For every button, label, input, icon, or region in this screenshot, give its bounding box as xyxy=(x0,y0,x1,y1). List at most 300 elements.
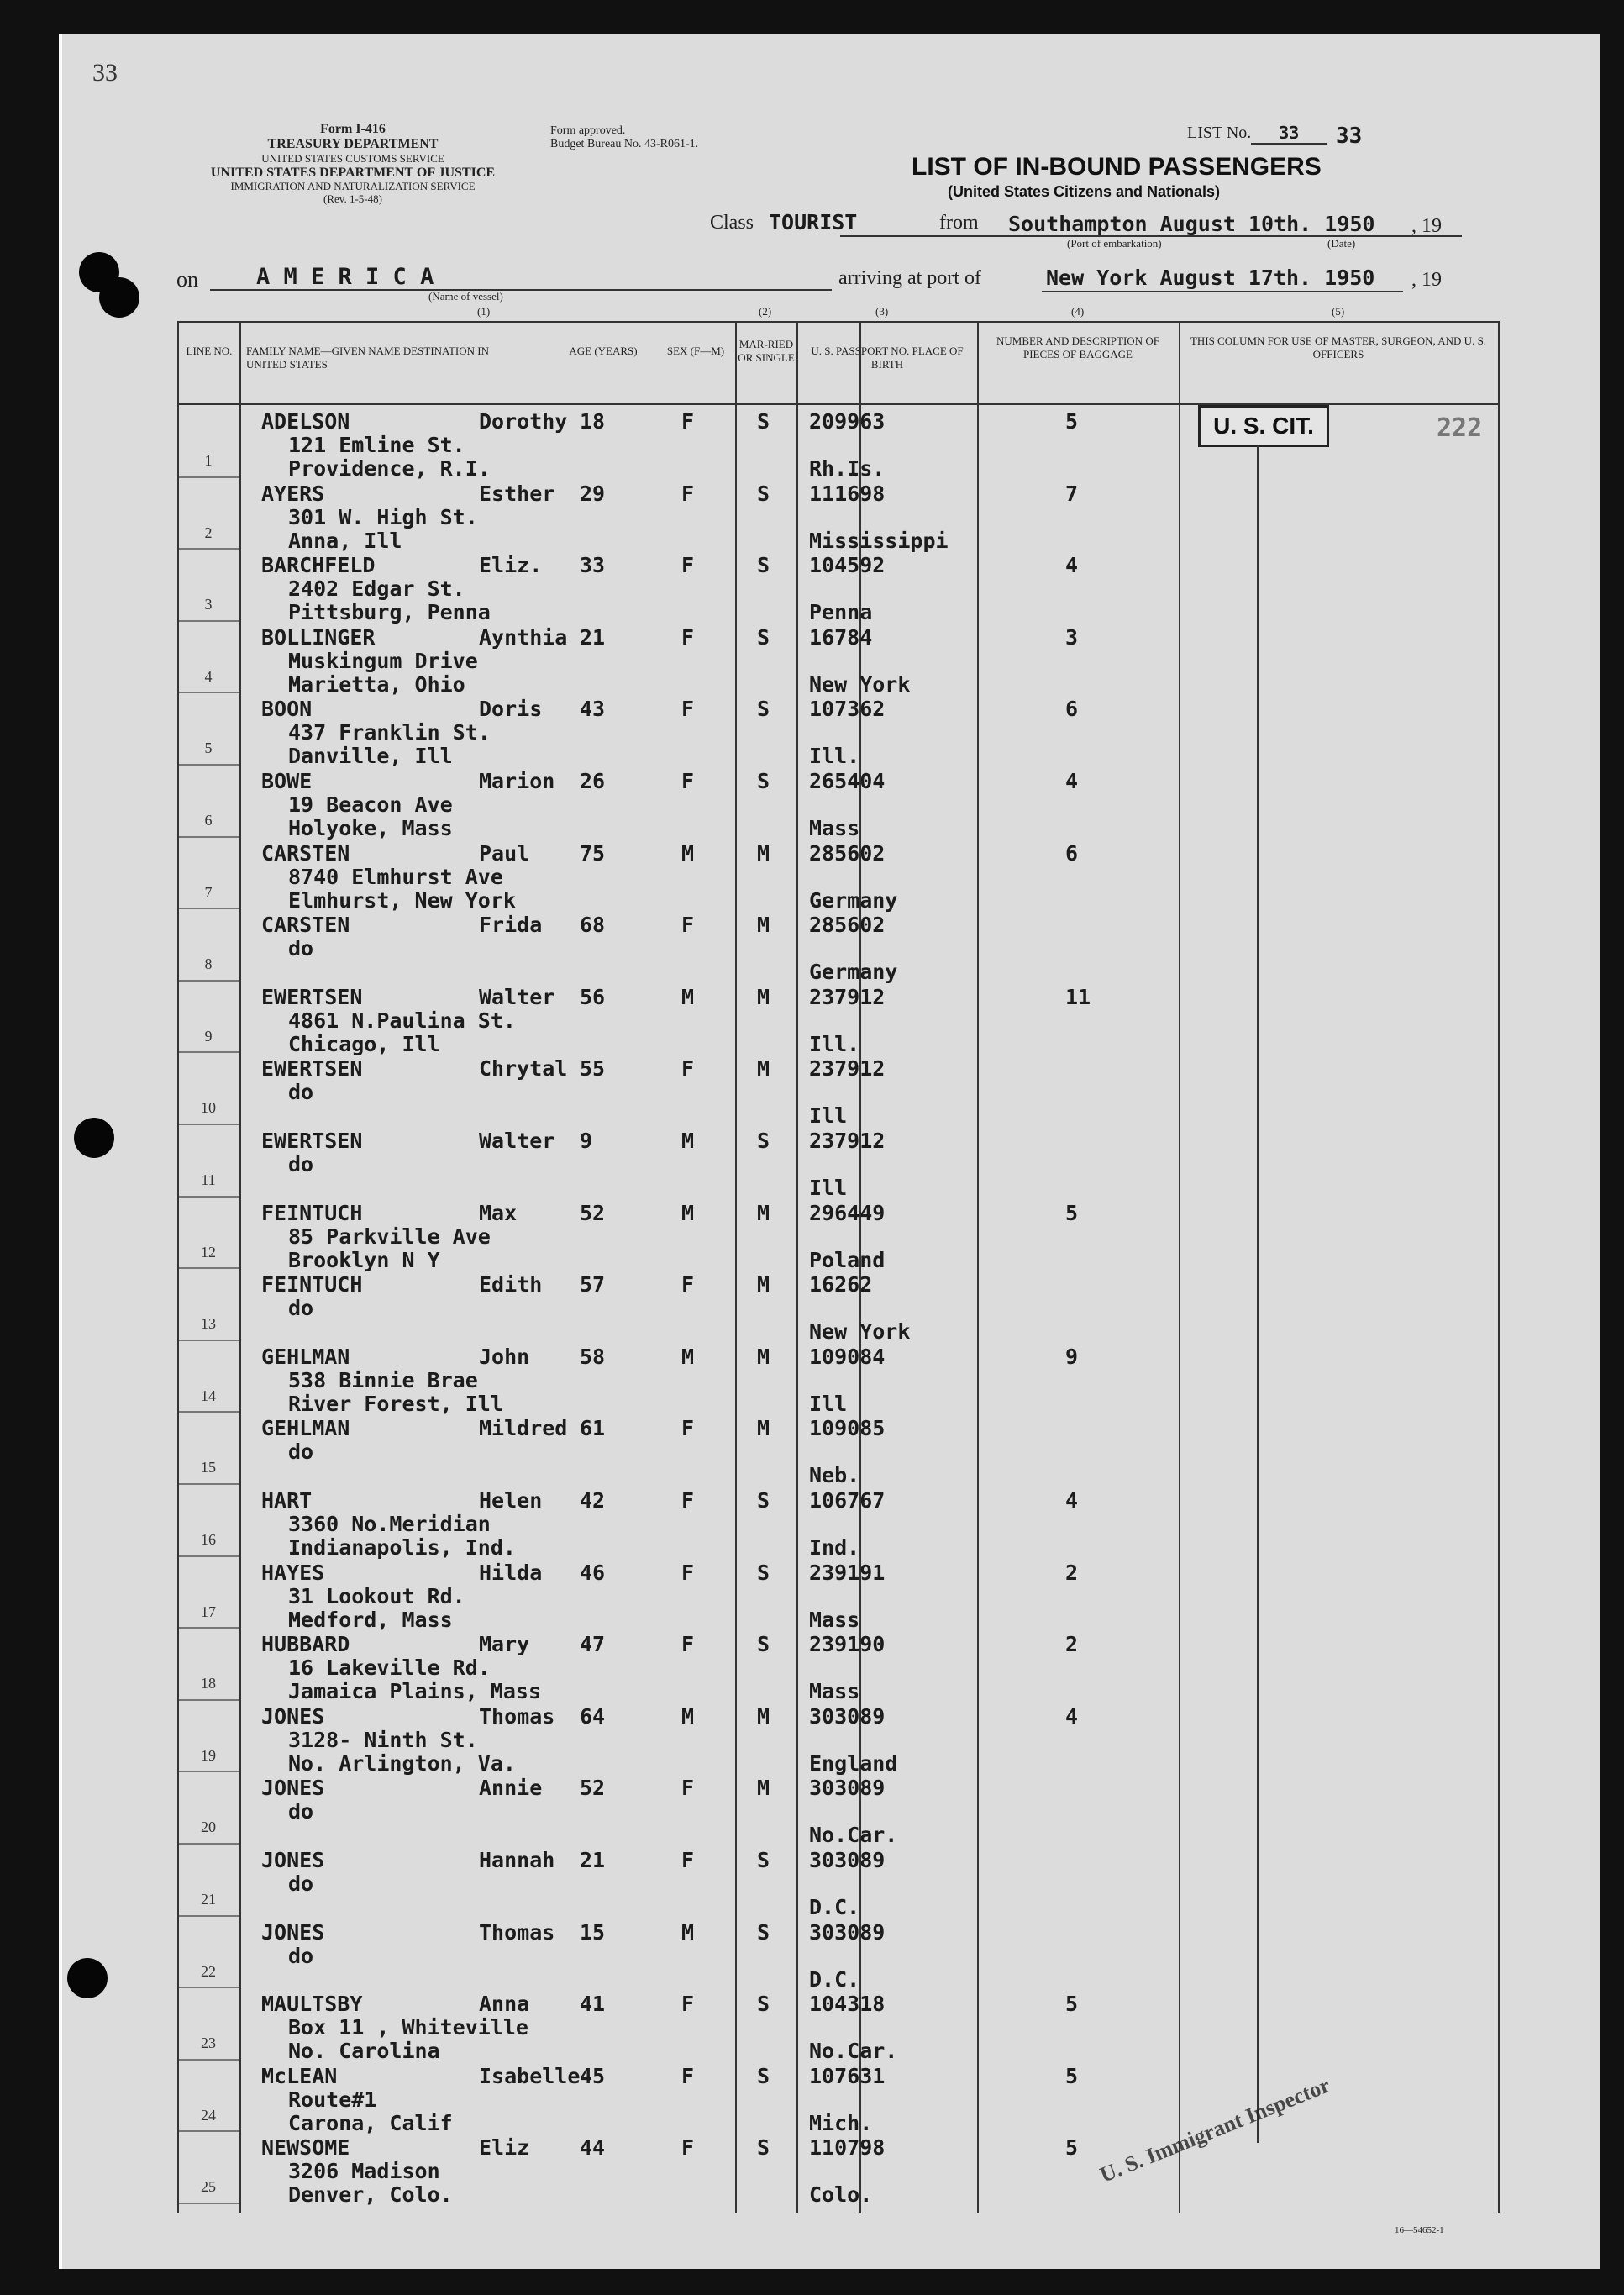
cell-passport: 285602 xyxy=(809,840,886,866)
from-label: from xyxy=(939,212,979,234)
col-header-baggage: NUMBER AND DESCRIPTION OF PIECES OF BAGGAGE xyxy=(996,334,1159,361)
cell-surname: HART xyxy=(261,1488,313,1513)
cell-addr1: 4861 N.Paulina St. xyxy=(288,1008,516,1033)
cell-bags: 4 xyxy=(1065,553,1079,578)
cell-addr1: do xyxy=(288,1799,314,1824)
cell-addr1: do xyxy=(288,1943,314,1968)
col-header-passport: U. S. PASSPORT NO. PLACE OF BIRTH xyxy=(811,345,964,371)
cell-sex: F xyxy=(681,1776,695,1801)
cell-birth: No.Car. xyxy=(809,2039,898,2064)
line-number: 15 xyxy=(201,1459,216,1476)
cell-birth: Penna xyxy=(809,600,873,625)
cell-given: Paul xyxy=(479,840,530,866)
cell-birth: Colo. xyxy=(809,2182,873,2208)
cell-surname: GEHLMAN xyxy=(261,1344,350,1369)
cell-passport: 239190 xyxy=(809,1632,886,1657)
cell-addr1: 538 Binnie Brae xyxy=(288,1367,478,1392)
page-number-mark: 33 xyxy=(92,59,118,87)
cell-ms: S xyxy=(757,2135,770,2161)
cell-age: 47 xyxy=(580,1632,606,1657)
line-number: 16 xyxy=(201,1531,216,1548)
inspector-stamp: U. S. Immigrant Inspector xyxy=(1096,2072,1334,2187)
cell-age: 75 xyxy=(580,840,606,866)
passport-col-number: (3) xyxy=(875,305,889,318)
officers-col-number: (5) xyxy=(1332,305,1345,318)
cell-ms: M xyxy=(757,1344,770,1369)
cell-passport: 107631 xyxy=(809,2063,886,2088)
cell-given: John xyxy=(479,1344,530,1369)
cell-addr1: Muskingum Drive xyxy=(288,648,478,673)
cell-surname: FEINTUCH xyxy=(261,1200,363,1225)
table-row xyxy=(179,1268,1498,1345)
year-suffix-1: , 19 xyxy=(1411,215,1442,237)
cell-age: 29 xyxy=(580,481,606,506)
cell-sex: F xyxy=(681,2135,695,2161)
cell-age: 55 xyxy=(580,1056,606,1082)
table-row xyxy=(179,1700,1498,1776)
cell-ms: M xyxy=(757,1056,770,1082)
table-row xyxy=(179,2131,1498,2208)
agency-block xyxy=(168,122,538,206)
revision: (Rev. 1-5-48) xyxy=(323,192,382,206)
cell-surname: AYERS xyxy=(261,481,325,506)
cell-birth: D.C. xyxy=(809,1895,860,1919)
cell-addr2: Holyoke, Mass xyxy=(288,816,453,840)
cell-birth: Ill xyxy=(809,1176,848,1200)
list-number-block xyxy=(1187,123,1300,143)
married-col-number: (2) xyxy=(759,305,772,318)
table-row xyxy=(179,1628,1498,1704)
line-number: 3 xyxy=(204,596,213,613)
cell-addr1: 16 Lakeville Rd. xyxy=(288,1655,491,1681)
table-row xyxy=(179,1556,1498,1632)
cell-bags: 5 xyxy=(1065,409,1079,434)
cell-given: Edith xyxy=(479,1272,543,1298)
cell-surname: BARCHFELD xyxy=(261,553,376,578)
line-number: 22 xyxy=(201,1962,216,1980)
cell-passport: 107362 xyxy=(809,697,886,722)
cell-bags: 5 xyxy=(1065,1200,1079,1225)
cell-ms: S xyxy=(757,1129,770,1153)
footer-code: 16—54652-1 xyxy=(1395,2225,1444,2235)
cell-addr2: Pittsburg, Penna xyxy=(288,600,491,625)
cell-bags: 11 xyxy=(1065,984,1091,1009)
cell-addr1: 8740 Elmhurst Ave xyxy=(288,864,503,889)
arriving-underline xyxy=(1042,291,1403,292)
cell-given: Max xyxy=(479,1200,518,1225)
vessel-caption: (Name of vessel) xyxy=(428,290,503,303)
table-row xyxy=(179,765,1498,840)
cell-ms: S xyxy=(757,2063,770,2088)
cell-bags: 2 xyxy=(1065,1560,1079,1585)
from-value: Southampton August 10th. 1950 xyxy=(1008,212,1375,236)
cell-sex: F xyxy=(681,624,695,650)
cell-surname: HAYES xyxy=(261,1560,325,1585)
cell-age: 43 xyxy=(580,697,606,722)
cell-bags: 4 xyxy=(1065,769,1079,793)
form-number: Form I-416 xyxy=(320,122,386,136)
cell-addr1: 121 Emline St. xyxy=(288,433,465,457)
list-no-label: LIST No. xyxy=(1187,124,1252,142)
cell-passport: 111698 xyxy=(809,481,886,506)
cell-passport: 239191 xyxy=(809,1560,886,1585)
cell-given: Hannah xyxy=(479,1848,555,1872)
approval-text: Form approved. xyxy=(550,124,626,137)
cell-passport: 237912 xyxy=(809,1129,886,1153)
table-row xyxy=(179,1484,1498,1560)
cell-addr1: Box 11 , Whiteville xyxy=(288,2015,528,2040)
cell-addr1: 3360 No.Meridian xyxy=(288,1512,491,1536)
class-value: TOURIST xyxy=(769,210,858,234)
cell-birth: England xyxy=(809,1750,898,1776)
cell-addr2: Brooklyn N Y xyxy=(288,1247,440,1272)
cell-given: Walter xyxy=(479,984,555,1009)
line-number: 6 xyxy=(204,812,213,829)
line-number: 12 xyxy=(201,1243,216,1261)
cell-addr2: Providence, R.I. xyxy=(288,456,491,481)
cell-age: 56 xyxy=(580,984,606,1009)
cell-ms: S xyxy=(757,553,770,578)
vessel-column-number: (1) xyxy=(477,305,491,318)
cell-addr1: Route#1 xyxy=(288,2087,377,2112)
cell-passport: 209963 xyxy=(809,409,886,434)
cell-surname: JONES xyxy=(261,1703,325,1729)
cell-given: Eliz xyxy=(479,2135,530,2161)
cell-passport: 106767 xyxy=(809,1488,886,1513)
cell-given: Walter xyxy=(479,1129,555,1153)
cell-age: 58 xyxy=(580,1344,606,1369)
passenger-table xyxy=(177,321,1500,2213)
cell-bags: 9 xyxy=(1065,1344,1079,1369)
cell-surname: BOLLINGER xyxy=(261,624,376,650)
cell-ms: S xyxy=(757,1488,770,1513)
line-separator xyxy=(179,2203,239,2204)
customs-name: UNITED STATES CUSTOMS SERVICE xyxy=(261,151,444,165)
cell-addr2: River Forest, Ill xyxy=(288,1391,503,1416)
cell-birth: Mich. xyxy=(809,2110,873,2135)
cell-passport: 104592 xyxy=(809,553,886,578)
cell-passport: 265404 xyxy=(809,769,886,793)
cell-passport: 237912 xyxy=(809,984,886,1009)
cell-surname: EWERTSEN xyxy=(261,984,363,1009)
cell-addr1: do xyxy=(288,1152,314,1176)
cell-sex: F xyxy=(681,1056,695,1082)
cell-addr1: do xyxy=(288,936,314,961)
col-header-line-no: LINE NO. xyxy=(186,345,233,357)
vessel-name: A M E R I C A xyxy=(256,264,434,290)
cell-sex: F xyxy=(681,1992,695,2017)
line-number: 25 xyxy=(201,2178,216,2196)
cell-bags: 5 xyxy=(1065,2063,1079,2088)
cell-age: 21 xyxy=(580,624,606,650)
cell-sex: M xyxy=(681,1344,695,1369)
cell-ms: M xyxy=(757,1416,770,1441)
cell-given: Marion xyxy=(479,769,555,793)
cell-surname: EWERTSEN xyxy=(261,1056,363,1082)
cell-ms: S xyxy=(757,1632,770,1657)
cell-age: 21 xyxy=(580,1848,606,1872)
cell-ms: S xyxy=(757,624,770,650)
line-number: 5 xyxy=(204,740,213,757)
table-row xyxy=(179,1197,1498,1272)
table-row xyxy=(179,1412,1498,1488)
table-row xyxy=(179,1124,1498,1200)
line-number: 1 xyxy=(204,452,213,469)
table-row xyxy=(179,1052,1498,1129)
cell-surname: MAULTSBY xyxy=(261,1992,363,2017)
cell-surname: JONES xyxy=(261,1776,325,1801)
cell-surname: JONES xyxy=(261,1919,325,1945)
cell-given: Chrytal xyxy=(479,1056,568,1082)
cell-sex: F xyxy=(681,1416,695,1441)
cell-bags: 6 xyxy=(1065,697,1079,722)
cell-birth: Ill xyxy=(809,1103,848,1129)
cell-sex: F xyxy=(681,1848,695,1872)
cell-addr1: 3128- Ninth St. xyxy=(288,1727,478,1752)
cell-given: Esther xyxy=(479,481,555,506)
cell-surname: ADELSON xyxy=(261,409,350,434)
cell-age: 42 xyxy=(580,1488,606,1513)
table-row xyxy=(179,1340,1498,1416)
cell-surname: EWERTSEN xyxy=(261,1129,363,1153)
cell-addr2: Anna, Ill xyxy=(288,528,402,553)
col-header-sex: SEX (F—M) xyxy=(666,345,725,357)
cell-given: Mildred xyxy=(479,1416,568,1441)
cell-ms: S xyxy=(757,1992,770,2017)
table-row xyxy=(179,981,1498,1056)
department-name: TREASURY DEPARTMENT xyxy=(267,137,439,152)
class-underline xyxy=(840,235,1462,237)
cell-given: Hilda xyxy=(479,1560,543,1585)
line-number: 18 xyxy=(201,1675,216,1692)
cell-age: 57 xyxy=(580,1272,606,1298)
table-row xyxy=(179,477,1498,553)
cell-age: 26 xyxy=(580,769,606,793)
cell-addr1: do xyxy=(288,1296,314,1321)
cell-ms: S xyxy=(757,697,770,722)
cell-age: 52 xyxy=(580,1776,606,1801)
cell-ms: M xyxy=(757,1703,770,1729)
cell-age: 44 xyxy=(580,2135,606,2161)
cell-ms: M xyxy=(757,913,770,938)
cell-sex: M xyxy=(681,1200,695,1225)
cell-sex: M xyxy=(681,984,695,1009)
year-suffix-2: , 19 xyxy=(1411,269,1442,291)
cell-addr1: 437 Franklin St. xyxy=(288,720,491,745)
cell-sex: M xyxy=(681,1129,695,1153)
cell-sex: F xyxy=(681,1272,695,1298)
list-no-value: 33 xyxy=(1251,124,1327,145)
cell-surname: JONES xyxy=(261,1848,325,1872)
cell-passport: 109085 xyxy=(809,1416,886,1441)
line-number: 9 xyxy=(204,1027,213,1045)
cell-addr2: Jamaica Plains, Mass xyxy=(288,1679,542,1704)
cell-birth: New York xyxy=(809,671,911,697)
cell-sex: F xyxy=(681,1488,695,1513)
cell-given: Thomas xyxy=(479,1919,555,1945)
cell-given: Dorothy xyxy=(479,409,568,434)
cell-ms: M xyxy=(757,1776,770,1801)
cell-sex: F xyxy=(681,1560,695,1585)
cell-ms: S xyxy=(757,769,770,793)
cell-bags: 2 xyxy=(1065,1632,1079,1657)
cell-surname: GEHLMAN xyxy=(261,1416,350,1441)
cell-addr2: Medford, Mass xyxy=(288,1607,453,1632)
cell-addr1: 3206 Madison xyxy=(288,2159,440,2184)
cell-addr2: No. Carolina xyxy=(288,2039,440,2064)
cell-sex: M xyxy=(681,1919,695,1945)
cell-passport: 16262 xyxy=(809,1272,873,1298)
date-caption: (Date) xyxy=(1327,237,1356,250)
line-number: 4 xyxy=(204,667,213,685)
cell-addr1: 2402 Edgar St. xyxy=(288,576,465,602)
arriving-label: arriving at port of xyxy=(838,267,981,289)
cell-birth: No.Car. xyxy=(809,1823,898,1848)
table-row xyxy=(179,1916,1498,1992)
cell-birth: Mass xyxy=(809,1679,860,1704)
cell-given: Frida xyxy=(479,913,543,938)
baggage-col-number: (4) xyxy=(1071,305,1085,318)
cell-birth: Ind. xyxy=(809,1535,860,1560)
cell-birth: Germany xyxy=(809,887,898,913)
us-citizen-stamp: U. S. CIT. xyxy=(1198,405,1329,447)
list-no-value: 33 xyxy=(1336,124,1363,149)
cell-addr2: Danville, Ill xyxy=(288,744,453,769)
line-number: 14 xyxy=(201,1387,216,1404)
cell-bags: 5 xyxy=(1065,2135,1079,2161)
line-number: 19 xyxy=(201,1746,216,1764)
cell-age: 61 xyxy=(580,1416,606,1441)
cell-addr1: 19 Beacon Ave xyxy=(288,792,453,817)
cell-ms: M xyxy=(757,840,770,866)
cell-birth: Neb. xyxy=(809,1463,860,1488)
cell-ms: S xyxy=(757,1848,770,1872)
cell-age: 41 xyxy=(580,1992,606,2017)
binder-hole-4 xyxy=(67,1958,108,1998)
cell-given: Helen xyxy=(479,1488,543,1513)
cell-passport: 303089 xyxy=(809,1703,886,1729)
cell-surname: CARSTEN xyxy=(261,840,350,866)
cell-passport: 303089 xyxy=(809,1776,886,1801)
approval-block xyxy=(550,124,769,151)
line-number: 21 xyxy=(201,1891,216,1908)
cell-age: 64 xyxy=(580,1703,606,1729)
cell-ms: M xyxy=(757,984,770,1009)
cell-passport: 109084 xyxy=(809,1344,886,1369)
line-number: 10 xyxy=(201,1099,216,1117)
cell-birth: Mass xyxy=(809,1607,860,1632)
table-row xyxy=(179,621,1498,697)
cell-age: 33 xyxy=(580,553,606,578)
document-subtitle: (United States Citizens and Nationals) xyxy=(948,183,1221,200)
cell-passport: 110798 xyxy=(809,2135,886,2161)
cell-given: Anna xyxy=(479,1992,530,2017)
cell-ms: M xyxy=(757,1200,770,1225)
document-title: LIST OF IN-BOUND PASSENGERS xyxy=(912,153,1322,181)
table-row xyxy=(179,837,1498,913)
cell-bags: 3 xyxy=(1065,624,1079,650)
cell-passport: 237912 xyxy=(809,1056,886,1082)
cell-passport: 285602 xyxy=(809,913,886,938)
cell-age: 68 xyxy=(580,913,606,938)
line-number: 24 xyxy=(201,2106,216,2124)
line-number: 2 xyxy=(204,524,213,541)
class-label: Class xyxy=(710,212,754,234)
cell-given: Isabelle xyxy=(479,2063,581,2088)
binder-hole-3 xyxy=(74,1118,114,1158)
cell-birth: Poland xyxy=(809,1247,886,1272)
cell-birth: New York xyxy=(809,1319,911,1345)
cell-surname: NEWSOME xyxy=(261,2135,350,2161)
cell-given: Doris xyxy=(479,697,543,722)
cell-surname: BOON xyxy=(261,697,313,722)
cell-surname: HUBBARD xyxy=(261,1632,350,1657)
stamp-count: 222 xyxy=(1437,413,1483,443)
cell-addr2: Carona, Calif xyxy=(288,2110,453,2135)
cell-age: 15 xyxy=(580,1919,606,1945)
cell-given: Annie xyxy=(479,1776,543,1801)
table-row xyxy=(179,692,1498,769)
binder-hole-2 xyxy=(99,277,139,318)
cell-sex: F xyxy=(681,697,695,722)
col-header-married: MAR-RIED OR SINGLE xyxy=(738,338,795,365)
line-number: 7 xyxy=(204,883,213,901)
cell-sex: F xyxy=(681,769,695,793)
cell-bags: 5 xyxy=(1065,1992,1079,2017)
cell-birth: Ill xyxy=(809,1391,848,1416)
cell-surname: McLEAN xyxy=(261,2063,338,2088)
cell-sex: F xyxy=(681,481,695,506)
cell-given: Mary xyxy=(479,1632,530,1657)
line-number: 13 xyxy=(201,1315,216,1333)
port-caption: (Port of embarkation) xyxy=(1067,237,1162,250)
cell-passport: 104318 xyxy=(809,1992,886,2017)
arriving-value: New York August 17th. 1950 xyxy=(1046,266,1375,290)
cell-age: 46 xyxy=(580,1560,606,1585)
cell-addr2: Chicago, Ill xyxy=(288,1031,440,1056)
cell-sex: M xyxy=(681,840,695,866)
vessel-underline xyxy=(210,289,832,291)
ins-name: IMMIGRATION AND NATURALIZATION SERVICE xyxy=(230,180,476,193)
cell-given: Thomas xyxy=(479,1703,555,1729)
cell-bags: 7 xyxy=(1065,481,1079,506)
cell-addr1: 85 Parkville Ave xyxy=(288,1224,491,1249)
cell-age: 52 xyxy=(580,1200,606,1225)
cell-addr2: No. Arlington, Va. xyxy=(288,1750,516,1776)
cell-ms: M xyxy=(757,1272,770,1298)
cell-passport: 16784 xyxy=(809,624,873,650)
cell-ms: S xyxy=(757,1560,770,1585)
line-number: 23 xyxy=(201,2034,216,2052)
table-row xyxy=(179,1771,1498,1848)
cell-birth: Mississippi xyxy=(809,528,949,553)
budget-bureau: Budget Bureau No. 43-R061-1. xyxy=(550,138,699,151)
officer-column-mark xyxy=(1257,445,1259,2143)
table-row xyxy=(179,549,1498,625)
line-number: 20 xyxy=(201,1819,216,1836)
cell-addr2: Denver, Colo. xyxy=(288,2182,453,2208)
cell-addr1: do xyxy=(288,1871,314,1896)
col-header-name: FAMILY NAME—GIVEN NAME DESTINATION IN UNITED STATES xyxy=(246,345,490,371)
justice-name: UNITED STATES DEPARTMENT OF JUSTICE xyxy=(210,165,496,180)
line-number: 11 xyxy=(201,1171,216,1188)
cell-bags: 6 xyxy=(1065,840,1079,866)
cell-addr2: Elmhurst, New York xyxy=(288,887,516,913)
table-row xyxy=(179,1844,1498,1919)
col-header-age: AGE (YEARS) xyxy=(569,345,638,357)
cell-ms: S xyxy=(757,481,770,506)
cell-sex: F xyxy=(681,1632,695,1657)
